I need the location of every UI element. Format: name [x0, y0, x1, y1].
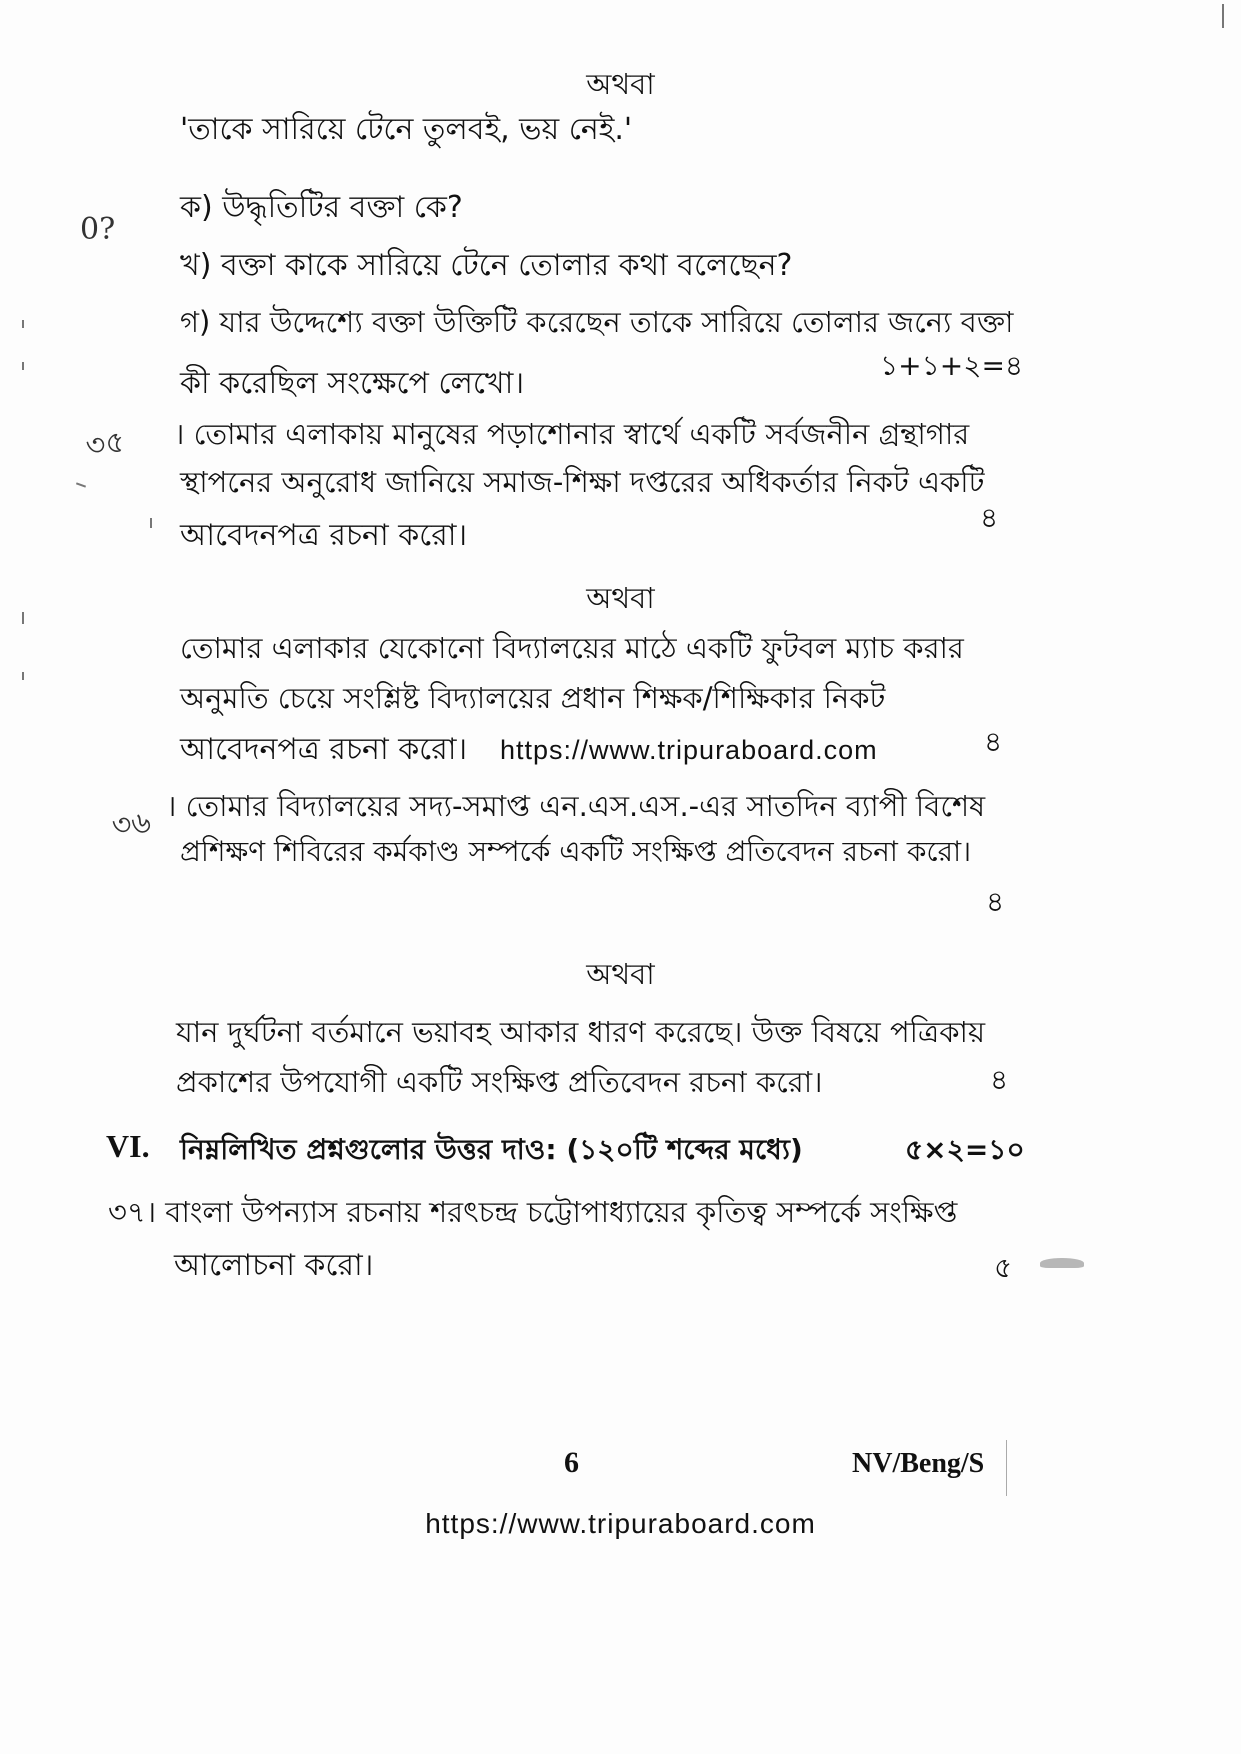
section-title: নিম্নলিখিত প্রশ্নগুলোর উত্তর দাও: (১২০টি শব্দের মধ্যে) — [180, 1133, 803, 1166]
q35-line3: আবেদনপত্র রচনা করো। — [180, 518, 468, 553]
q36-alt-line2: প্রকাশের উপযোগী একটি সংক্ষিপ্ত প্রতিবেদন রচনা করো। — [176, 1065, 823, 1099]
section-marks: ৫×২=১০ — [905, 1133, 1025, 1166]
scan-speck — [76, 482, 86, 487]
question-ka: ক) উদ্ধৃতিটির বক্তা কে? — [180, 190, 463, 225]
q35-line2: স্থাপনের অনুরোধ জানিয়ে সমাজ-শিক্ষা দপ্তরের অধিকর্তার নিকট একটি — [180, 465, 985, 499]
scan-speck — [22, 362, 24, 370]
q36-handwritten-number: ৩৬ — [110, 805, 153, 844]
scan-speck — [22, 612, 24, 624]
q35-alt-line3: আবেদনপত্র রচনা করো। — [180, 732, 468, 767]
q37-marks: ৫ — [994, 1251, 1013, 1284]
scan-speck — [22, 320, 24, 328]
or-heading-2: অথবা — [586, 581, 655, 615]
scan-speck — [1006, 1440, 1007, 1496]
question-kha: খ) বক্তা কাকে সারিয়ে টেনে তোলার কথা বলেছেন? — [180, 248, 793, 283]
margin-handwritten-mark: 0? — [80, 212, 116, 247]
quote-text: 'তাকে সারিয়ে টেনে তুলবই, ভয় নেই.' — [180, 112, 633, 147]
q36-marks: ৪ — [986, 885, 1005, 918]
q37-line2: আলোচনা করো। — [174, 1248, 374, 1283]
scan-smudge — [1040, 1258, 1084, 1268]
q36-alt-line1: যান দুর্ঘটনা বর্তমানে ভয়াবহ আকার ধারণ করেছে। উক্ত বিষয়ে পত্রিকায় — [176, 1015, 986, 1049]
or-heading-1: অথবা — [586, 67, 655, 101]
or-heading-3: অথবা — [586, 957, 655, 991]
paper-code: NV/Beng/S — [852, 1448, 985, 1479]
q36-line1: । তোমার বিদ্যালয়ের সদ্য-সমাপ্ত এন.এস.এস.-এর সাতদিন ব্যাপী বিশেষ — [166, 789, 986, 823]
block1-marks: ১+১+২=৪ — [880, 349, 1024, 382]
q35-handwritten-number: ৩৫ — [83, 424, 128, 465]
q35-marks: ৪ — [980, 501, 999, 534]
watermark-url-inline: https://www.tripuraboard.com — [500, 735, 878, 765]
q35-alt-line1: তোমার এলাকার যেকোনো বিদ্যালয়ের মাঠে একটি ফুটবল ম্যাচ করার — [180, 631, 964, 665]
q36-alt-marks: ৪ — [990, 1063, 1009, 1096]
question-ga-line1: গ) যার উদ্দেশ্যে বক্তা উক্তিটি করেছেন তাকে সারিয়ে তোলার জন্যে বক্তা — [180, 305, 1014, 339]
q37-line1: ৩৭। বাংলা উপন্যাস রচনায় শরৎচন্দ্র চট্টোপাধ্যায়ের কৃতিত্ব সম্পর্কে সংক্ষিপ্ত — [108, 1195, 958, 1229]
scan-speck — [150, 518, 152, 528]
section-label: VI. — [106, 1128, 150, 1164]
q36-line2: প্রশিক্ষণ শিবিরের কর্মকাণ্ড সম্পর্কে একটি সংক্ষিপ্ত প্রতিবেদন রচনা করো। — [180, 835, 972, 868]
page-number: 6 — [564, 1446, 579, 1479]
question-ga-line2: কী করেছিল সংক্ষেপে লেখো। — [180, 366, 525, 401]
scan-speck — [22, 672, 24, 680]
q35-line1: । তোমার এলাকায় মানুষের পড়াশোনার স্বার্থে একটি সর্বজনীন গ্রন্থাগার — [174, 417, 970, 451]
q35-alt-marks: ৪ — [984, 725, 1003, 758]
scan-speck — [1222, 4, 1224, 28]
footer-url: https://www.tripuraboard.com — [425, 1508, 816, 1539]
q35-alt-line2: অনুমতি চেয়ে সংশ্লিষ্ট বিদ্যালয়ের প্রধান শিক্ষক/শিক্ষিকার নিকট — [180, 681, 886, 715]
